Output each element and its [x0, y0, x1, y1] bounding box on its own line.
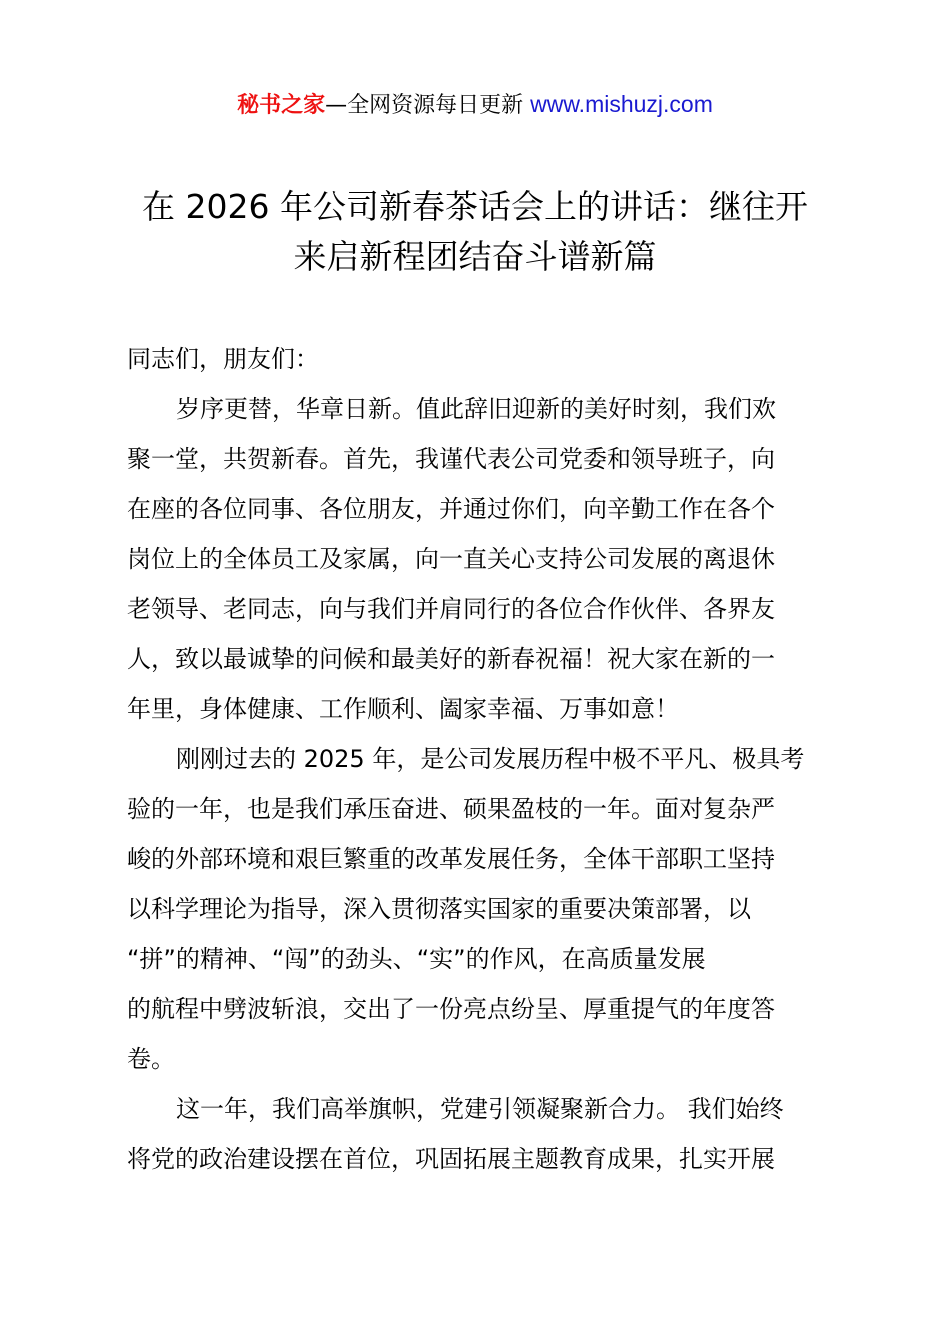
brand-name: 秘书之家: [237, 93, 326, 118]
banner-slogan: —全网资源每日更新: [325, 93, 531, 118]
salutation: 同志们，朋友们：: [127, 345, 319, 373]
title-line: 在 2026 年公司新春茶话会上的讲话：继往开: [142, 187, 808, 226]
paragraph-line: 以科学理论为指导，深入贯彻落实国家的重要决策部署，以: [127, 895, 751, 923]
title-line: 来启新程团结奋斗谱新篇: [293, 237, 657, 276]
paragraph-line: 年里，身体健康、工作顺利、阖家幸福、万事如意！: [127, 695, 679, 723]
paragraph-line: 验的一年，也是我们承压奋进、硕果盈枝的一年。面对复杂严: [127, 795, 775, 823]
site-url-link[interactable]: www.mishuzj.com: [530, 91, 713, 117]
paragraph-line: 聚一堂，共贺新春。首先，我谨代表公司党委和领导班子，向: [127, 445, 775, 473]
paragraph-line: “拼”的精神、“闯”的劲头、“实”的作风，在高质量发展: [127, 945, 706, 973]
paragraph-line: 人，致以最诚挚的问候和最美好的新春祝福！祝大家在新的一: [127, 645, 775, 673]
paragraph-line: 在座的各位同事、各位朋友，并通过你们，向辛勤工作在各个: [127, 495, 775, 523]
paragraph-line: 这一年，我们高举旗帜，党建引领凝聚新合力。 我们始终: [176, 1095, 784, 1123]
paragraph-line: 将党的政治建设摆在首位，巩固拓展主题教育成果，扎实开展: [127, 1145, 775, 1173]
paragraph-line: 岁序更替，华章日新。值此辞旧迎新的美好时刻，我们欢: [176, 395, 776, 423]
paragraph-line: 老领导、老同志，向与我们并肩同行的各位合作伙伴、各界友: [127, 595, 775, 623]
paragraph-line: 的航程中劈波斩浪，交出了一份亮点纷呈、厚重提气的年度答: [127, 995, 775, 1023]
paragraph-line: 卷。: [127, 1045, 175, 1073]
document-title: [0, 182, 950, 282]
paragraph-line: 刚刚过去的 2025 年，是公司发展历程中极不平凡、极具考: [176, 745, 805, 773]
site-banner: [0, 88, 950, 122]
document-body: [127, 334, 837, 1184]
paragraph-line: 峻的外部环境和艰巨繁重的改革发展任务，全体干部职工坚持: [127, 845, 775, 873]
paragraph-line: 岗位上的全体员工及家属，向一直关心支持公司发展的离退休: [127, 545, 775, 573]
